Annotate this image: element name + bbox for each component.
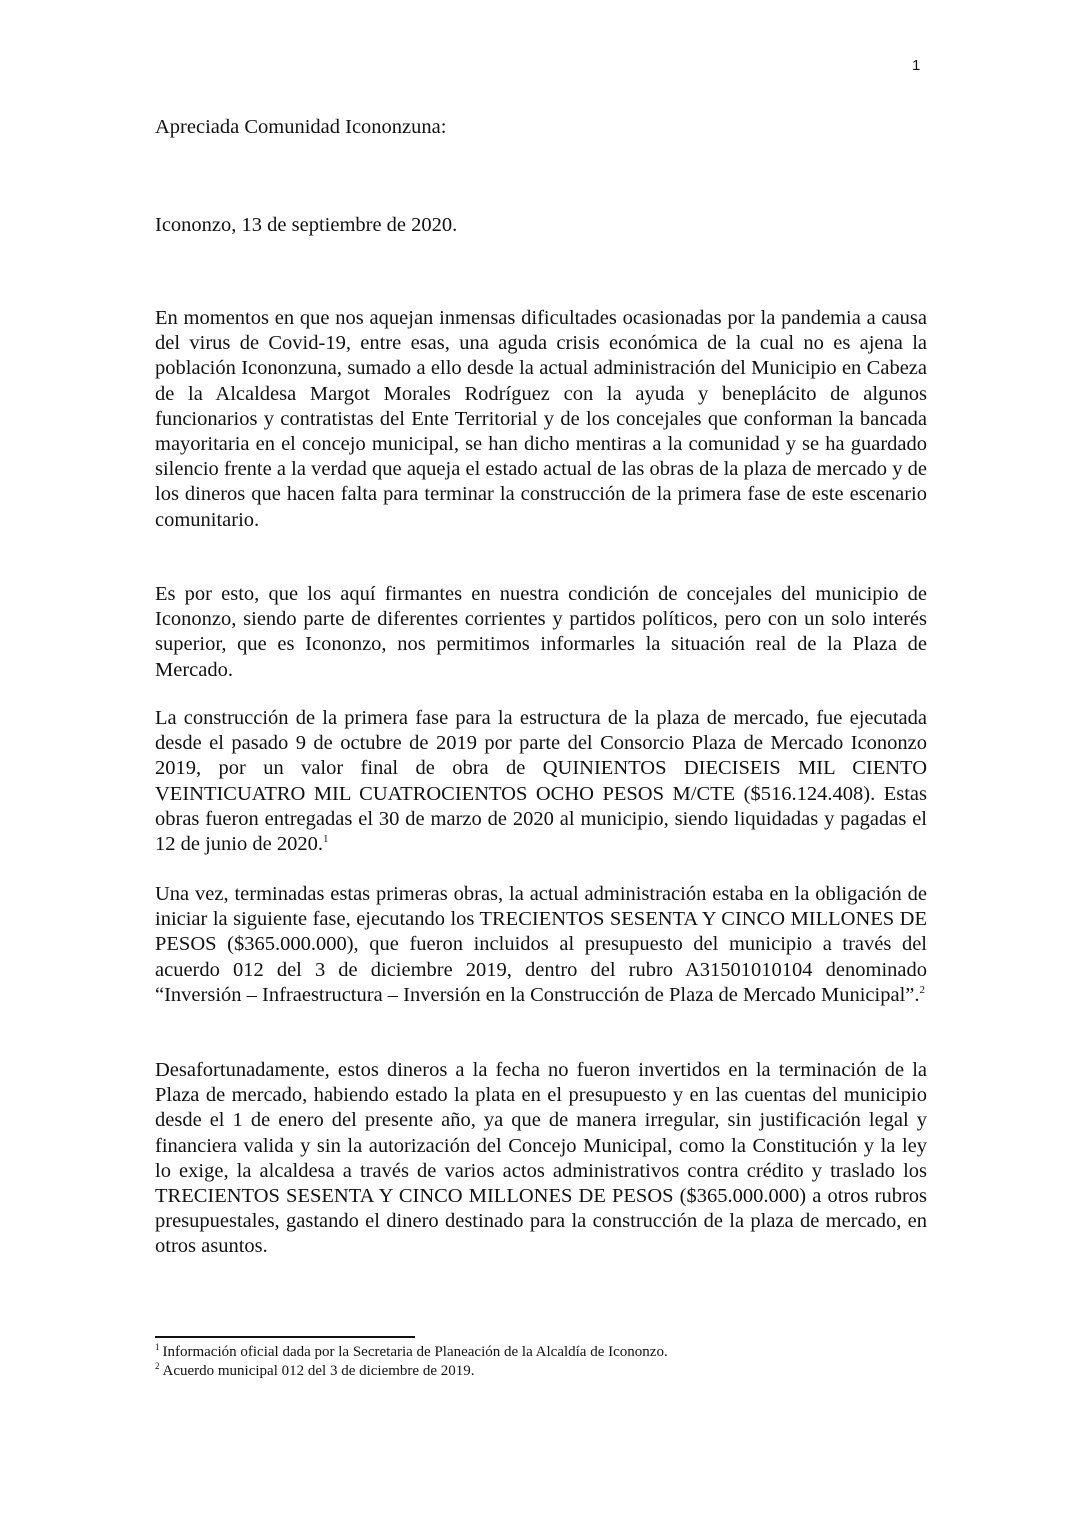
footnote — [155, 1343, 927, 1362]
letter-paragraph — [155, 306, 927, 533]
letter-place-date: Icononzo, 13 de septiembre de 2020. — [155, 214, 458, 236]
letter-paragraph — [155, 706, 927, 857]
footnote-separator — [155, 1336, 415, 1338]
footnote-marker: 1 — [155, 1342, 160, 1352]
letter-salutation: Apreciada Comunidad Icononzuna: — [155, 116, 447, 138]
footnote — [155, 1362, 927, 1381]
letter-paragraph — [155, 582, 927, 683]
paragraph-text: En momentos en que nos aquejan inmensas dificultades ocasionadas por la pandemia a causa del virus de Covid-19, entre esas, una aguda crisis económica de la cual no es ajena la población Icononzuna, sumado a ello desde la actual administración del Municipio en Cabeza de la Alcaldesa Margot Morales Rodríguez con la ayuda y beneplácito de algunos funcionarios y contratistas del Ente Territorial y de los concejales que conforman la bancada mayoritaria en el concejo municipal, se han dicho mentiras a la comunidad y se ha guardado silencio frente a la verdad que aqueja el estado actual de las obras de la plaza de mercado y de los dineros que hacen falta para terminar la construcción de la primera fase de este escenario comunitario. — [155, 307, 927, 531]
paragraph-text: La construcción de la primera fase para la estructura de la plaza de mercado, fue ejecutada desde el pasado 9 de octubre de 2019 por parte del Consorcio Plaza de Mercado Icononzo 2019, por un valor final de obra de QUINIENTOS DIECISEIS MIL CIENTO VEINTICUATRO MIL CUATROCIENTOS OCHO PESOS M/CTE ($516.124.408). Estas obras fueron entregadas el 30 de marzo de 2020 al municipio, siendo liquidadas y pagadas el 12 de junio de 2020. — [155, 707, 927, 856]
footnote-reference: 2 — [919, 983, 925, 996]
footnote-marker: 2 — [155, 1361, 160, 1371]
footnote-text: Información oficial dada por la Secretaria de Planeación de la Alcaldía de Icononzo. — [162, 1344, 668, 1360]
letter-paragraph — [155, 882, 927, 1008]
paragraph-text: Una vez, terminadas estas primeras obras, la actual administración estaba en la obligación de iniciar la siguiente fase, ejecutando los TRECIENTOS SESENTA Y CINCO MILLONES DE PESOS ($365.000.000), que fueron incluidos al presupuesto del municipio a través del acuerdo 012 del 3 de diciembre 2019, dentro del rubro A31501010104 denominado “Inversión – Infraestructura – Inversión en la Construcción de Plaza de Mercado Municipal”. — [155, 883, 927, 1006]
letter-paragraph — [155, 1058, 927, 1260]
paragraph-text: Es por esto, que los aquí firmantes en nuestra condición de concejales del municipio de Icononzo, siendo parte de diferentes corrientes y partidos políticos, pero con un solo interés superior, que es Icononzo, nos permitimos informarles la situación real de la Plaza de Mercado. — [155, 583, 927, 681]
footnote-text: Acuerdo municipal 012 del 3 de diciembre de 2019. — [162, 1363, 475, 1379]
footnote-reference: 1 — [322, 833, 329, 846]
paragraph-text: Desafortunadamente, estos dineros a la fecha no fueron invertidos en la terminación de la Plaza de mercado, habiendo estado la plata en el presupuesto y en las cuentas del municipio desde el 1 de enero del presente año, ya que de manera irregular, sin justificación legal y financiera valida y sin la autorización del Concejo Municipal, como la Constitución y la ley lo exige, la alcaldesa a través de varios actos administrativos contra crédito y traslado los TRECIENTOS SESENTA Y CINCO MILLONES DE PESOS ($365.000.000) a otros rubros presupuestales, gastando el dinero destinado para la construcción de la plaza de mercado, en otros asuntos. — [155, 1059, 927, 1258]
footnotes — [155, 1343, 927, 1381]
page-number: 1 — [912, 57, 921, 74]
